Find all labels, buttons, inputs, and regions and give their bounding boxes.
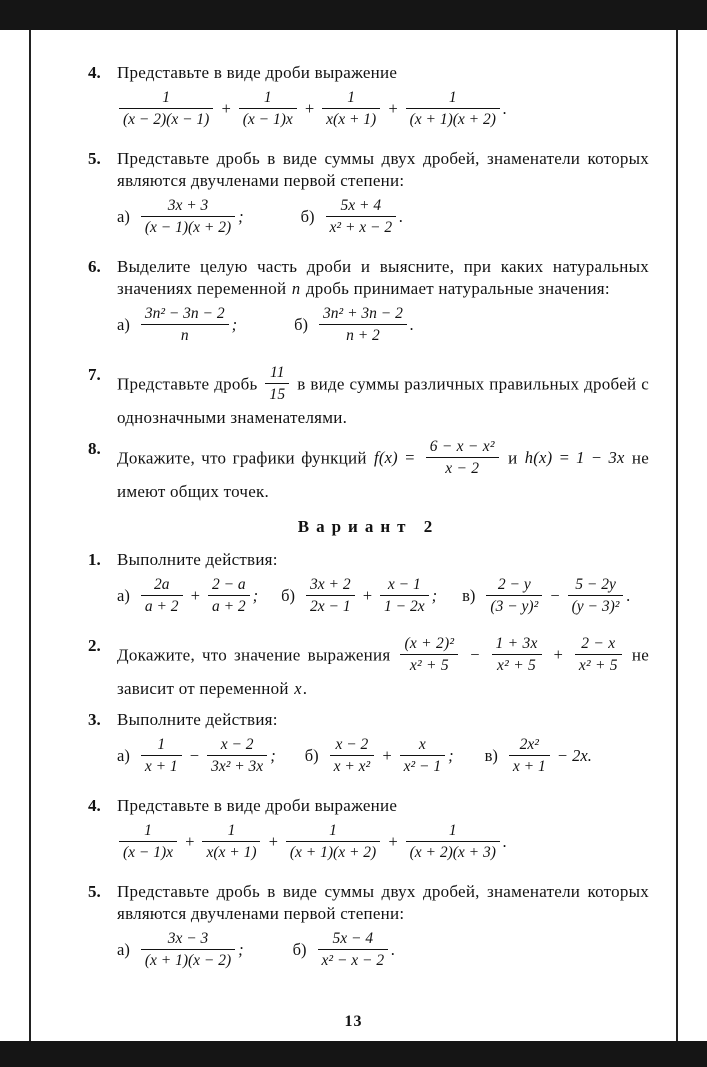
variant-heading: Вариант 2: [297, 517, 440, 536]
fraction-denominator: (x − 1)(x + 2): [144, 219, 232, 236]
problem-body: [117, 438, 649, 503]
problem-text: [117, 635, 649, 700]
scan-border-left: [29, 30, 31, 1041]
problem: [88, 438, 649, 503]
fraction: [202, 822, 260, 861]
text-run: ;: [238, 940, 244, 960]
fraction: [119, 89, 213, 128]
fraction-numerator: 1: [119, 89, 213, 109]
fraction-numerator: 1: [141, 736, 182, 756]
fraction-numerator: 3x + 2: [306, 576, 355, 596]
fraction-denominator: x² − 1: [403, 758, 442, 775]
fraction: [380, 576, 429, 615]
problem-text: Представьте дробь в виде суммы двух дробей, знаменатели которых являются двучленами первой степени:: [117, 882, 649, 923]
math-group: [117, 932, 245, 971]
text-run: n: [291, 279, 301, 298]
math-row: [117, 91, 649, 130]
fraction-numerator: x − 2: [330, 736, 375, 756]
math-row: [117, 578, 649, 617]
text-run: и: [501, 448, 524, 468]
problem-body: [117, 795, 649, 872]
fraction-denominator: 3x² + 3x: [211, 758, 264, 775]
fraction-numerator: 1: [119, 822, 177, 842]
text-run: −: [184, 746, 205, 766]
math-group: [117, 91, 508, 130]
problem: [88, 256, 649, 355]
fraction-denominator: a + 2: [211, 598, 246, 615]
fraction: [509, 736, 550, 775]
fraction: [141, 197, 235, 236]
fraction-numerator: 1 + 3x: [492, 635, 542, 655]
fraction-denominator: (x + 1)(x + 2): [409, 111, 496, 128]
problem-body: [117, 549, 649, 626]
fraction-numerator: x − 2: [207, 736, 267, 756]
fraction-denominator: (y − 3)²: [571, 598, 620, 615]
math-group: [293, 932, 397, 971]
text-run: Докажите, что значение выражения: [117, 645, 398, 665]
problem-text: Представьте дробь в виде суммы двух дробей, знаменатели которых являются двучленами первой степени:: [117, 149, 649, 190]
fraction: [330, 736, 375, 775]
fraction: [400, 635, 458, 674]
problem: [88, 709, 649, 786]
scan-border-right: [676, 30, 678, 1041]
text-run: −: [462, 645, 488, 665]
fraction: [406, 822, 500, 861]
math-group: [281, 578, 438, 617]
fraction: [286, 822, 380, 861]
problem-body: [117, 256, 649, 355]
text-run: .: [409, 315, 414, 335]
problem-body: [117, 635, 649, 700]
fraction: [326, 197, 397, 236]
fraction-numerator: 1: [239, 89, 297, 109]
fraction-numerator: 3x + 3: [141, 197, 235, 217]
fraction: [318, 930, 389, 969]
text-run: .: [502, 832, 508, 852]
math-group: [117, 578, 259, 617]
item-label: б): [304, 746, 319, 766]
text-run: ;: [238, 207, 244, 227]
text-run: +: [263, 832, 283, 852]
fraction-numerator: 2a: [141, 576, 183, 596]
fraction: [486, 576, 542, 615]
problem-body: [117, 881, 649, 980]
fraction-numerator: 2 − a: [208, 576, 250, 596]
text-run: не зависит от переменной: [117, 645, 649, 698]
item-label: в): [484, 746, 498, 766]
math-group: [462, 578, 631, 617]
text-run: +: [357, 586, 378, 606]
fraction: [322, 89, 380, 128]
text-run: ;: [270, 746, 276, 766]
fraction-numerator: 1: [406, 89, 500, 109]
fraction: [207, 736, 267, 775]
fraction-denominator: x + x²: [333, 758, 371, 775]
fraction-numerator: 3n² + 3n − 2: [319, 305, 407, 325]
text-run: +: [383, 99, 403, 119]
fraction-numerator: 2 − x: [575, 635, 622, 655]
fraction-numerator: 1: [406, 822, 500, 842]
fraction-denominator: x(x + 1): [206, 844, 257, 861]
fraction: [575, 635, 622, 674]
fraction: [141, 305, 229, 344]
item-label: б): [300, 207, 315, 227]
scan-border-bottom: [0, 1041, 707, 1067]
fraction-numerator: 5x + 4: [326, 197, 397, 217]
problem-text: Представьте в виде дроби выражение: [117, 796, 398, 815]
problem-text: Выполните действия:: [117, 550, 278, 569]
fraction-numerator: 1: [286, 822, 380, 842]
fraction-denominator: x − 2: [445, 460, 480, 477]
math-row: [117, 738, 649, 777]
problem: [88, 795, 649, 872]
fraction: [208, 576, 250, 615]
fraction-denominator: (x + 1)(x − 2): [144, 952, 232, 969]
math-group: [117, 824, 508, 863]
problem-text: [117, 438, 649, 503]
item-label: б): [281, 586, 296, 606]
text-run: h(x) = 1 − 3x: [524, 448, 625, 468]
fraction-numerator: x: [400, 736, 446, 756]
problem: [88, 881, 649, 980]
text-run: .: [302, 679, 308, 698]
problem-number: 5.: [88, 149, 101, 168]
item-label: а): [117, 940, 130, 960]
fraction-numerator: 1: [322, 89, 380, 109]
fraction-numerator: 2 − y: [486, 576, 542, 596]
problem-body: [117, 364, 649, 429]
problem-body: [117, 62, 649, 139]
problem: [88, 148, 649, 247]
problem: [88, 364, 649, 429]
page-number: 13: [344, 1013, 363, 1030]
fraction: [141, 930, 235, 969]
fraction-denominator: a + 2: [144, 598, 179, 615]
fraction-denominator: n: [180, 327, 189, 344]
fraction: [265, 364, 289, 403]
fraction-denominator: (x + 1)(x + 2): [289, 844, 377, 861]
fraction-denominator: 15: [269, 386, 286, 403]
text-run: − 2x.: [552, 746, 592, 766]
text-run: ;: [252, 586, 259, 606]
page-content: [88, 62, 649, 989]
fraction-numerator: 6 − x − x²: [426, 438, 499, 458]
problem-text: [117, 256, 649, 300]
text-run: ;: [448, 746, 454, 766]
fraction: [319, 305, 407, 344]
text-run: ;: [231, 315, 238, 335]
fraction: [119, 822, 177, 861]
text-run: +: [180, 832, 200, 852]
fraction: [406, 89, 500, 128]
fraction: [568, 576, 624, 615]
fraction-denominator: x² + 5: [578, 657, 618, 674]
fraction: [239, 89, 297, 128]
problem-body: [117, 709, 649, 786]
text-run: в виде суммы различных правильных дробей с однозначными знаменателями.: [117, 374, 649, 427]
fraction-numerator: 2x²: [509, 736, 550, 756]
item-label: б): [294, 315, 309, 335]
fraction: [306, 576, 355, 615]
math-row: [117, 307, 649, 346]
fraction: [141, 576, 183, 615]
problem-number: 7.: [88, 365, 101, 384]
text-run: Выделите целую часть дроби и выясните, при каких натуральных значениях переменной: [117, 257, 649, 298]
fraction-numerator: 5 − 2y: [568, 576, 624, 596]
problem-text: Выполните действия:: [117, 710, 278, 729]
math-group: [485, 738, 593, 777]
text-run: +: [216, 99, 236, 119]
text-run: дробь принимает натуральные значения:: [301, 279, 610, 298]
problem-text: [117, 364, 649, 429]
problem: [88, 549, 649, 626]
fraction-denominator: x² − x − 2: [321, 952, 385, 969]
text-run: +: [299, 99, 320, 119]
math-group: [301, 199, 405, 238]
fraction-numerator: 1: [202, 822, 260, 842]
fraction-denominator: (x − 1)x: [242, 111, 293, 128]
problem-number: 1.: [88, 550, 101, 569]
text-run: Докажите, что графики функций: [117, 448, 374, 468]
fraction-numerator: 3n² − 3n − 2: [141, 305, 229, 325]
problem-text: Представьте в виде дроби выражение: [117, 63, 398, 82]
fraction-denominator: (x − 1)x: [123, 844, 174, 861]
math-row: [117, 199, 649, 238]
problem-number: 4.: [88, 796, 101, 815]
fraction-numerator: x − 1: [380, 576, 429, 596]
text-run: ;: [431, 586, 438, 606]
problem-body: [117, 148, 649, 247]
item-label: а): [117, 586, 130, 606]
problem-number: 4.: [88, 63, 101, 82]
fraction: [400, 736, 446, 775]
math-group: [117, 738, 277, 777]
math-group: [305, 738, 455, 777]
fraction: [492, 635, 542, 674]
item-label: в): [462, 586, 476, 606]
fraction-numerator: 5x − 4: [318, 930, 389, 950]
fraction-numerator: 11: [265, 364, 289, 384]
fraction-denominator: x² + 5: [497, 657, 537, 674]
fraction: [141, 736, 182, 775]
item-label: б): [292, 940, 307, 960]
text-run: .: [399, 207, 404, 227]
text-run: x: [294, 679, 302, 698]
problem: [88, 62, 649, 139]
math-group: [294, 307, 415, 346]
item-label: а): [117, 746, 130, 766]
text-run: +: [383, 832, 403, 852]
math-row: [117, 932, 649, 971]
problem-number: 3.: [88, 710, 101, 729]
fraction-denominator: (x − 2)(x − 1): [123, 111, 210, 128]
problem: [88, 635, 649, 700]
fraction-denominator: x² + 5: [409, 657, 449, 674]
fraction-denominator: 2x − 1: [310, 598, 351, 615]
fraction-numerator: (x + 2)²: [400, 635, 458, 655]
fraction-denominator: n + 2: [346, 327, 380, 344]
fraction: [426, 438, 499, 477]
fraction-denominator: x + 1: [512, 758, 546, 775]
problem-number: 8.: [88, 439, 101, 458]
text-run: +: [545, 645, 571, 665]
text-run: +: [377, 746, 397, 766]
problem-number: 2.: [88, 636, 101, 655]
fraction-denominator: (x + 2)(x + 3): [409, 844, 496, 861]
text-run: .: [391, 940, 396, 960]
math-row: [117, 824, 649, 863]
problem-number: 6.: [88, 257, 101, 276]
fraction-denominator: x² + x − 2: [329, 219, 393, 236]
problem-number: 5.: [88, 882, 101, 901]
fraction-denominator: (3 − y)²: [490, 598, 539, 615]
item-label: а): [117, 315, 130, 335]
text-run: Представьте дробь: [117, 374, 263, 394]
scan-border-top: [0, 0, 707, 30]
text-run: не имеют общих точек.: [117, 448, 649, 501]
math-group: [117, 199, 245, 238]
fraction-denominator: 1 − 2x: [384, 598, 425, 615]
text-run: .: [502, 99, 508, 119]
text-run: f(x) =: [374, 448, 422, 468]
fraction-denominator: x + 1: [144, 758, 178, 775]
text-run: .: [626, 586, 631, 606]
fraction-denominator: x(x + 1): [326, 111, 377, 128]
item-label: а): [117, 207, 130, 227]
fraction-numerator: 3x − 3: [141, 930, 235, 950]
text-run: −: [545, 586, 565, 606]
math-group: [117, 307, 238, 346]
text-run: +: [185, 586, 205, 606]
